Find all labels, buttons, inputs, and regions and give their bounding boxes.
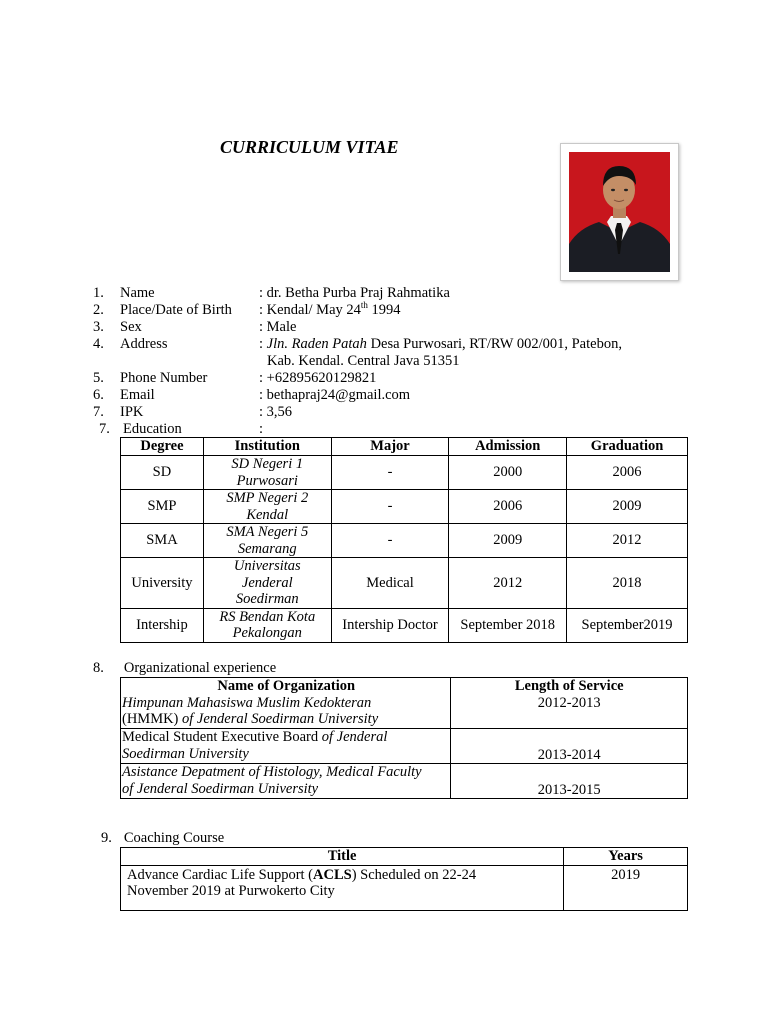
field-label: Phone Number [120, 370, 208, 386]
list-number: 7. [93, 404, 104, 420]
personal-row-ipk [0, 404, 768, 421]
institution-cell [203, 456, 331, 490]
organization-line: Himpunan Mahasiswa Muslim Kedokteran [122, 694, 372, 711]
institution-line: SD Negeri 1 [231, 456, 304, 472]
organization-line: Asistance Depatment of Histology, Medical Faculty [122, 764, 422, 780]
field-label: IPK [120, 404, 144, 420]
column-header: Institution [203, 438, 331, 456]
address-line2: Kab. Kendal. Central Java 51351 [267, 353, 460, 369]
organization-line: Soedirman University [122, 745, 249, 762]
birth-year: 1994 [367, 302, 401, 318]
institution-line: Purwosari [236, 472, 298, 489]
cv-title: CURRICULUM VITAE [220, 137, 399, 157]
organization-line: of Jenderal Soedirman University [122, 780, 319, 797]
field-label: Sex [120, 319, 142, 335]
coaching-heading [101, 830, 224, 847]
table-header-row [121, 438, 688, 456]
course-title-rest: ) Scheduled on 22-24 [351, 866, 477, 883]
personal-row-address [0, 336, 768, 353]
list-number: 9. [101, 830, 112, 846]
personal-row-sex [0, 319, 768, 336]
organization-table [120, 677, 688, 799]
table-row [121, 558, 688, 609]
table-row [121, 490, 688, 524]
field-value: : 3,56 [259, 404, 293, 420]
institution-line: Semarang [237, 540, 297, 557]
institution-line: Kendal [246, 506, 289, 523]
degree-cell: SMP [121, 490, 204, 524]
section-title: Organizational experience [123, 660, 277, 676]
institution-cell [203, 608, 331, 642]
degree-cell: SMA [121, 524, 204, 558]
organization-cell [121, 678, 451, 729]
institution-line: Universitas [233, 558, 301, 574]
list-number: 3. [93, 319, 104, 335]
field-value: : [259, 421, 264, 437]
field-value: : +62895620129821 [259, 370, 377, 386]
column-header: Name of Organization [217, 678, 356, 694]
personal-row-phone [0, 370, 768, 387]
education-table [120, 437, 688, 643]
organization-university: of Jenderal [321, 729, 388, 745]
table-row [121, 729, 688, 764]
profile-photo-frame [560, 143, 679, 281]
personal-row-birth [0, 302, 768, 319]
institution-line: Jenderal [241, 574, 293, 591]
list-number: 2. [93, 302, 104, 318]
institution-cell [203, 558, 331, 609]
table-row [121, 456, 688, 490]
list-number: 7. [99, 421, 110, 437]
graduation-cell: 2018 [567, 558, 688, 609]
admission-cell: 2012 [449, 558, 567, 609]
service-cell [451, 678, 688, 729]
field-value [259, 336, 622, 353]
column-header: Years [564, 848, 688, 866]
address-colon: : [259, 336, 267, 352]
field-label: Address [120, 336, 168, 352]
personal-row-address-line2 [0, 353, 768, 370]
course-acronym: ACLS [313, 866, 352, 883]
graduation-cell: 2012 [567, 524, 688, 558]
admission-cell: 2000 [449, 456, 567, 490]
graduation-cell: 2006 [567, 456, 688, 490]
institution-line: SMP Negeri 2 [226, 490, 309, 506]
organization-cell [121, 764, 451, 799]
field-value [259, 302, 401, 319]
personal-info-list [0, 285, 768, 438]
major-cell: Intership Doctor [331, 608, 449, 642]
organization-abbrev: (HMMK) [122, 711, 183, 727]
degree-cell: SD [121, 456, 204, 490]
personal-row-education [0, 421, 768, 438]
profile-photo [569, 152, 670, 272]
degree-cell: University [121, 558, 204, 609]
major-cell: Medical [331, 558, 449, 609]
organization-line: Medical Student Executive Board [122, 729, 322, 745]
institution-line: RS Bendan Kota [219, 608, 316, 625]
organization-university: of Jenderal Soedirman University [182, 711, 379, 727]
column-header: Degree [121, 438, 204, 456]
field-label: Email [120, 387, 155, 403]
major-cell: - [331, 524, 449, 558]
table-row [121, 678, 688, 729]
column-header: Admission [449, 438, 567, 456]
column-header: Title [121, 848, 564, 866]
list-number: 4. [93, 336, 104, 352]
list-number: 6. [93, 387, 104, 403]
personal-row-email [0, 387, 768, 404]
list-number: 1. [93, 285, 104, 301]
section-title: Coaching Course [123, 830, 225, 846]
birth-value: : Kendal/ May 24 [259, 302, 361, 318]
column-header: Major [331, 438, 449, 456]
field-label: Name [120, 285, 155, 301]
address-street: Jln. Raden Patah [266, 336, 367, 352]
field-label: Education [123, 421, 182, 437]
organization-cell [121, 729, 451, 764]
organization-heading [93, 660, 276, 677]
institution-cell [203, 524, 331, 558]
column-header: Graduation [567, 438, 688, 456]
degree-cell: Intership [121, 608, 204, 642]
table-row [121, 608, 688, 642]
course-title-line2: November 2019 at Purwokerto City [127, 883, 335, 899]
table-row [121, 865, 688, 910]
field-value: : bethapraj24@gmail.com [259, 387, 411, 403]
major-cell: - [331, 456, 449, 490]
institution-line: Pekalongan [232, 625, 302, 641]
service-cell: 2013-2015 [451, 764, 688, 799]
graduation-cell: September2019 [567, 608, 688, 642]
table-row [121, 764, 688, 799]
field-value: : dr. Betha Purba Praj Rahmatika [259, 285, 450, 301]
table-header-row [121, 848, 688, 866]
course-title-cell [121, 865, 564, 910]
institution-line: SMA Negeri 5 [226, 524, 309, 540]
admission-cell: September 2018 [449, 608, 567, 642]
column-header: Length of Service [514, 678, 624, 694]
address-rest: Desa Purwosari, RT/RW 002/001, Patebon, [366, 336, 622, 352]
list-number: 5. [93, 370, 104, 386]
service-cell: 2013-2014 [451, 729, 688, 764]
admission-cell: 2006 [449, 490, 567, 524]
institution-cell [203, 490, 331, 524]
major-cell: - [331, 490, 449, 524]
ordinal-suffix: th [360, 300, 368, 311]
coaching-table [120, 847, 688, 911]
table-row [121, 524, 688, 558]
admission-cell: 2009 [449, 524, 567, 558]
field-value: : Male [259, 319, 297, 335]
graduation-cell: 2009 [567, 490, 688, 524]
list-number: 8. [93, 660, 104, 676]
service-years: 2012-2013 [537, 694, 601, 711]
course-title: Advance Cardiac Life Support ( [127, 866, 314, 883]
field-label: Place/Date of Birth [120, 302, 232, 318]
personal-row-name [0, 285, 768, 302]
institution-line: Soedirman [235, 591, 299, 607]
course-year-cell: 2019 [564, 865, 688, 910]
